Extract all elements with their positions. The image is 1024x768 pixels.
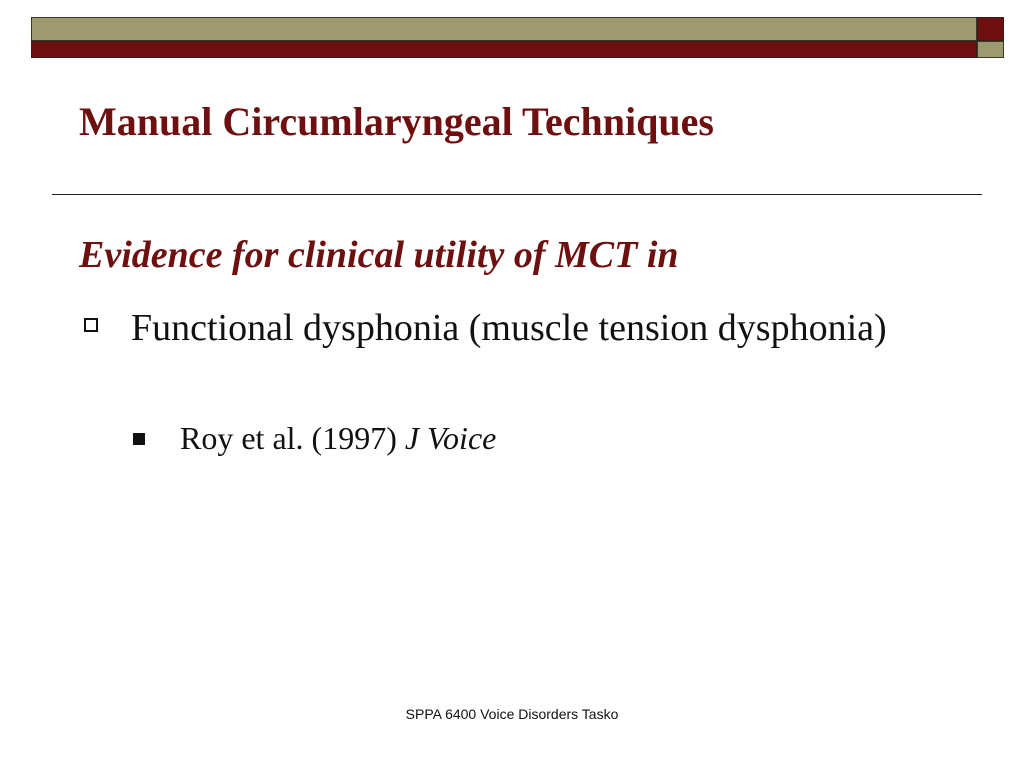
slide-footer: SPPA 6400 Voice Disorders Tasko bbox=[405, 706, 619, 722]
hollow-square-bullet-icon bbox=[84, 318, 98, 332]
slide-subheading: Evidence for clinical utility of MCT in bbox=[79, 234, 679, 276]
sub-bullet-item bbox=[180, 420, 496, 457]
title-divider bbox=[52, 194, 982, 195]
citation-journal: J Voice bbox=[404, 420, 497, 456]
bullet-item: Functional dysphonia (muscle tension dysphonia) bbox=[131, 307, 887, 349]
filled-square-bullet-icon bbox=[133, 433, 145, 445]
header-maroon-square bbox=[977, 17, 1004, 41]
header-maroon-bar bbox=[31, 41, 977, 58]
slide-title: Manual Circumlaryngeal Techniques bbox=[79, 99, 714, 144]
citation-authors: Roy et al. (1997) bbox=[180, 420, 405, 456]
header-olive-bar bbox=[31, 17, 977, 41]
header-olive-square bbox=[977, 41, 1004, 58]
